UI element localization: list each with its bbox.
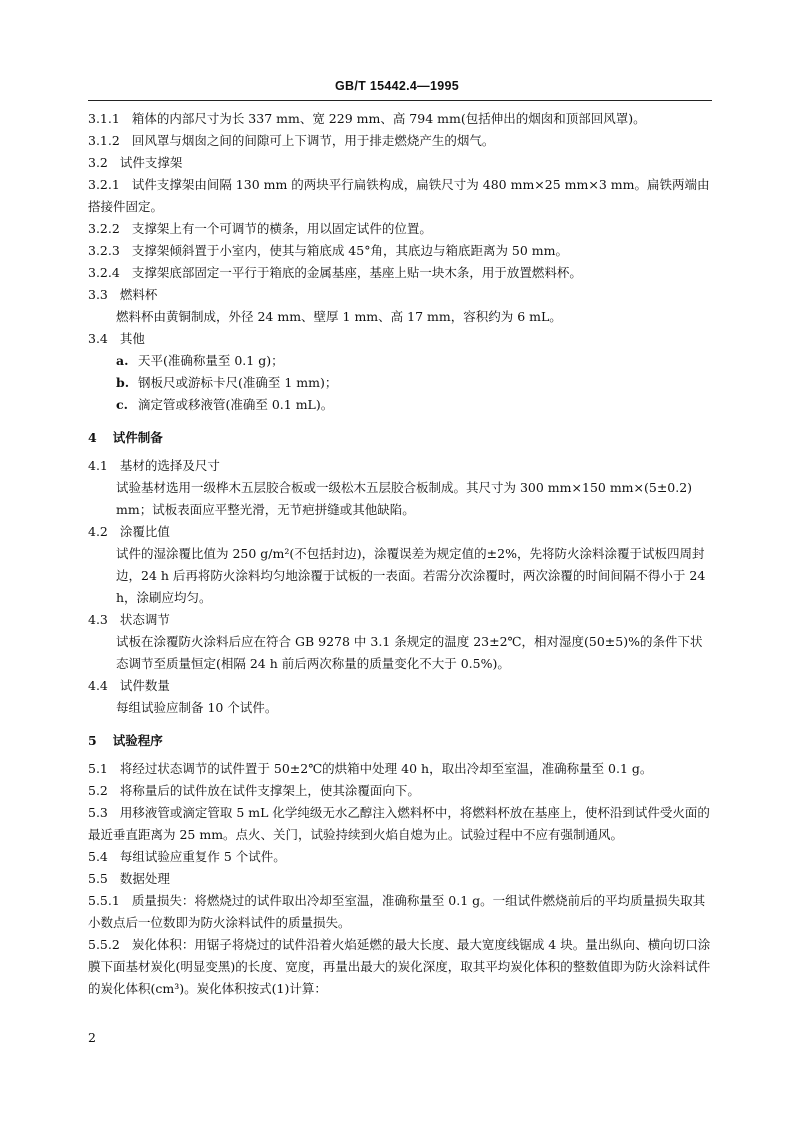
clause-text: 试件支撑架由间隔 130 mm 的两块平行扁铁构成，扁铁尺寸为 480 mm×25 mm×3 mm。扁铁两端由搭接件固定。 <box>88 177 710 214</box>
clause-5-1 <box>88 758 712 780</box>
clause-number: 3.2.3 <box>88 243 120 258</box>
clause-5-5-2 <box>88 934 712 1000</box>
clause-3-2-1 <box>88 174 712 218</box>
clause-number: 3.1.1 <box>88 111 120 126</box>
clause-text: 支撑架上有一个可调节的横条，用以固定试件的位置。 <box>131 221 432 236</box>
list-label: c. <box>116 397 128 412</box>
clause-5-3 <box>88 802 712 846</box>
clause-text: 支撑架倾斜置于小室内，使其与箱底成 45°角，其底边与箱底距离为 50 mm。 <box>131 243 569 258</box>
clause-4-3-body: 试板在涂覆防火涂料后应在符合 GB 9278 中 3.1 条规定的温度 23±2℃，相对湿度(50±5)%的条件下状态调节至质量恒定(相隔 24 h 前后两次称量的质量变化不大于 0.5%)。 <box>116 634 703 671</box>
clause-5-5-heading <box>88 868 712 890</box>
clause-4-4-body: 每组试验应制备 10 个试件。 <box>116 700 278 715</box>
clause-5-4 <box>88 846 712 868</box>
clause-number: 4.1 <box>88 458 108 473</box>
list-label: a. <box>116 353 129 368</box>
clause-text: 支撑架底部固定一平行于箱底的金属基座，基座上贴一块木条，用于放置燃料杯。 <box>131 265 582 280</box>
list-item <box>88 372 712 394</box>
clause-title: 燃料杯 <box>119 287 158 302</box>
clause-3-2-4 <box>88 262 712 284</box>
clause-5-5-1 <box>88 890 712 934</box>
clause-text: 将称量后的试件放在试件支撑架上，使其涂覆面向下。 <box>119 783 420 798</box>
clause-number: 3.2.2 <box>88 221 120 236</box>
clause-3-2-2 <box>88 218 712 240</box>
clause-4-1-heading <box>88 455 712 477</box>
clause-number: 4.3 <box>88 612 108 627</box>
section-number: 4 <box>88 430 97 445</box>
clause-number: 5.2 <box>88 783 108 798</box>
clause-title: 其他 <box>119 331 145 346</box>
clause-text: 箱体的内部尺寸为长 337 mm、宽 229 mm、高 794 mm(包括伸出的烟囱和顶部回风罩)。 <box>131 111 646 126</box>
clause-4-1-body: 试验基材选用一级桦木五层胶合板或一级松木五层胶合板制成。其尺寸为 300 mm×150 mm×(5±0.2) mm；试板表面应平整光滑，无节疤拼缝或其他缺陷。 <box>116 480 693 517</box>
clause-3-1-1 <box>88 108 712 130</box>
clause-3-4-heading <box>88 328 712 350</box>
clause-title: 状态调节 <box>119 612 170 627</box>
clause-4-2-body: 试件的湿涂覆比值为 250 g/m²(不包括封边)，涂覆误差为规定值的±2%，先将防火涂料涂覆于试板四周封边，24 h 后再将防火涂料均匀地涂覆于试板的一表面。若需分次涂覆时，两次涂覆的时间间隔不得小于 24 h，涂刷应均匀。 <box>116 546 706 605</box>
clause-number: 4.2 <box>88 524 108 539</box>
clause-4-4-heading <box>88 675 712 697</box>
header-rule <box>88 100 712 101</box>
list-text: 钢板尺或游标卡尺(准确至 1 mm)； <box>138 375 338 390</box>
section-title: 试验程序 <box>112 733 163 748</box>
clause-number: 5.4 <box>88 849 108 864</box>
list-text: 天平(准确称量至 0.1 g)； <box>138 353 284 368</box>
clause-3-3-body: 燃料杯由黄铜制成，外径 24 mm、壁厚 1 mm、高 17 mm，容积约为 6 mL。 <box>116 309 562 324</box>
list-item <box>88 350 712 372</box>
clause-text: 用移液管或滴定管取 5 mL 化学纯级无水乙醇注入燃料杯中，将燃料杯放在基座上，使杯沿到试件受火面的最近垂直距离为 25 mm。点火、关门，试验持续到火焰自熄为止。试验过程中不应有强制通风。 <box>88 805 710 842</box>
clause-number: 5.5.2 <box>88 937 120 952</box>
clause-number: 3.4 <box>88 331 108 346</box>
clause-title: 数据处理 <box>119 871 170 886</box>
list-text: 滴定管或移液管(准确至 0.1 mL)。 <box>138 397 334 412</box>
clause-3-2-heading <box>88 152 712 174</box>
clause-number: 5.1 <box>88 761 108 776</box>
clause-text: 回风罩与烟囱之间的间隙可上下调节，用于排走燃烧产生的烟气。 <box>131 133 495 148</box>
clause-number: 4.4 <box>88 678 108 693</box>
clause-text: 每组试验应重复作 5 个试件。 <box>119 849 286 864</box>
clause-number: 5.5 <box>88 871 108 886</box>
clause-number: 5.3 <box>88 805 108 820</box>
section-number: 5 <box>88 733 97 748</box>
clause-number: 3.2 <box>88 155 108 170</box>
clause-number: 3.3 <box>88 287 108 302</box>
section-title: 试件制备 <box>112 430 163 445</box>
clause-4-3-heading <box>88 609 712 631</box>
clause-text: 将经过状态调节的试件置于 50±2℃的烘箱中处理 40 h，取出冷却至室温，准确称量至 0.1 g。 <box>119 761 653 776</box>
clause-title: 基材的选择及尺寸 <box>119 458 220 473</box>
clause-3-2-3 <box>88 240 712 262</box>
clause-number: 3.1.2 <box>88 133 120 148</box>
clause-title: 试件数量 <box>119 678 170 693</box>
clause-number: 5.5.1 <box>88 893 120 908</box>
clause-title: 涂覆比值 <box>119 524 170 539</box>
list-item <box>88 394 712 416</box>
document-body <box>88 108 712 1000</box>
clause-text: 质量损失：将燃烧过的试件取出冷却至室温，准确称量至 0.1 g。一组试件燃烧前后的平均质量损失取其小数点后一位数即为防火涂料试件的质量损失。 <box>88 893 706 930</box>
clause-4-2-heading <box>88 521 712 543</box>
clause-title: 试件支撑架 <box>119 155 183 170</box>
clause-number: 3.2.4 <box>88 265 120 280</box>
page-number: 2 <box>88 1030 96 1045</box>
list-label: b. <box>116 375 130 390</box>
clause-3-3-heading <box>88 284 712 306</box>
clause-number: 3.2.1 <box>88 177 120 192</box>
clause-3-1-2 <box>88 130 712 152</box>
clause-5-2 <box>88 780 712 802</box>
section-5-heading <box>88 730 712 752</box>
standard-number-header: GB/T 15442.4—1995 <box>335 79 459 93</box>
section-4-heading <box>88 427 712 449</box>
clause-text: 炭化体积：用锯子将烧过的试件沿着火焰延燃的最大长度、最大宽度线锯成 4 块。量出纵向、横向切口涂膜下面基材炭化(明显变黑)的长度、宽度，再量出最大的炭化深度，取其平均炭化体积的整数值即为防火涂料试件的炭化体积(cm³)。炭化体积按式(1)计算： <box>88 937 711 996</box>
